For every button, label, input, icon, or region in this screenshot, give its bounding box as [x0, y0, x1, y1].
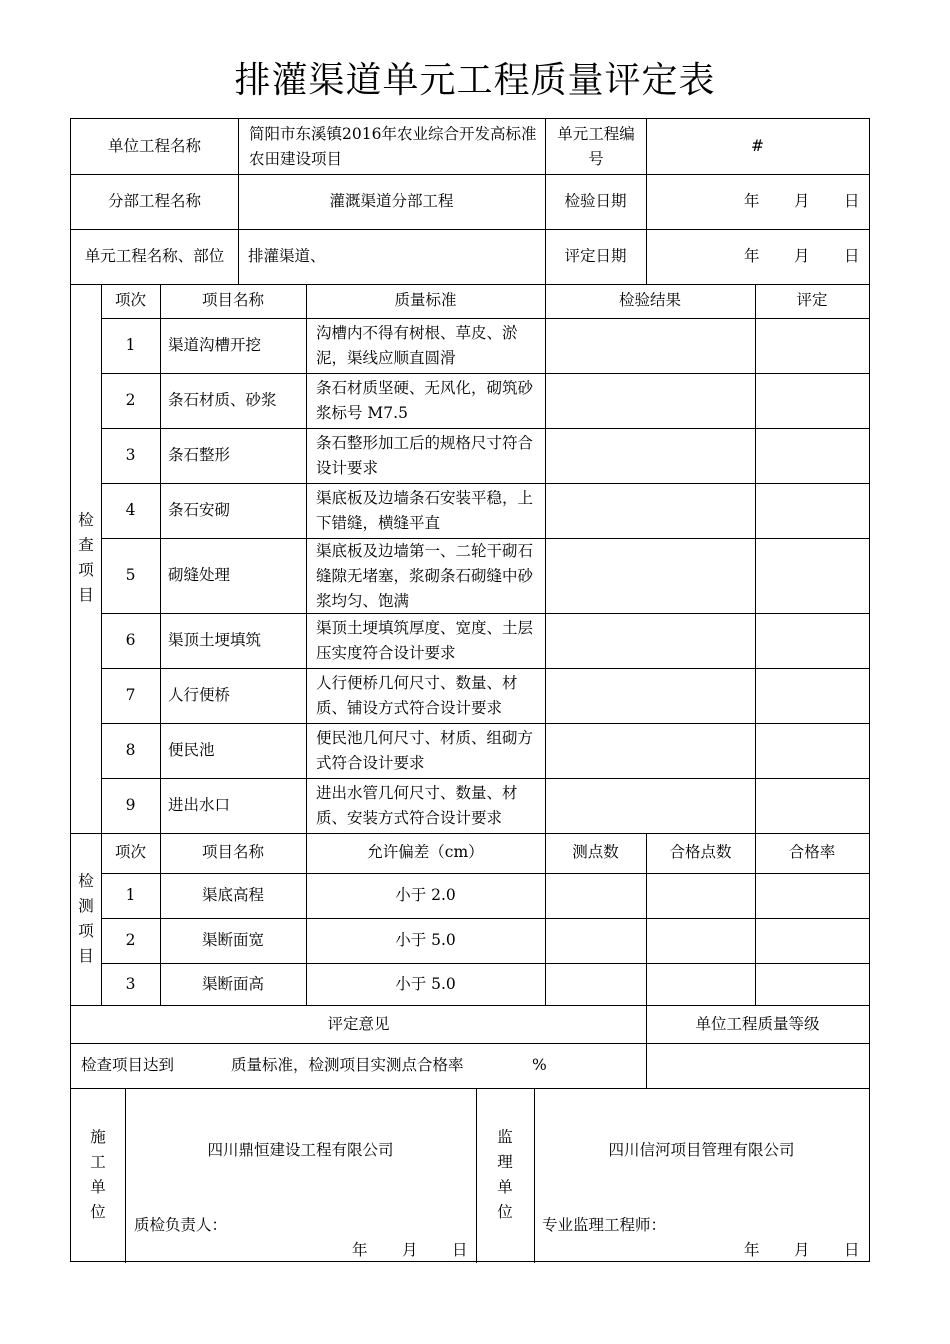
inspection-row-standard: 渠底板及边墙第一、二轮干砌石缝隙无堵塞，浆砌条石砌缝中砂浆均匀、饱满 — [316, 542, 534, 610]
row-divider — [101, 318, 869, 319]
row-divider — [101, 668, 869, 669]
inspection-row-standard: 条石材质坚硬、无风化，砌筑砂浆标号 M7.5 — [316, 379, 534, 422]
inspection-row-standard: 渠底板及边墙条石安装平稳，上下错缝，横缝平直 — [316, 489, 534, 532]
measurement-row-no: 2 — [125, 931, 136, 949]
col-header-no: 项次 — [114, 843, 146, 861]
grade-label: 单位工程质量等级 — [695, 1015, 820, 1033]
inspection-row-standard: 条石整形加工后的规格尺寸符合设计要求 — [316, 434, 534, 477]
date-month: 月 — [794, 247, 810, 265]
inspection-row-name: 条石材质、砂浆 — [168, 391, 277, 409]
unit-number-label: 单元工程编号 — [557, 125, 635, 168]
col-header-name: 项目名称 — [201, 291, 264, 309]
date-year: 年 — [744, 192, 760, 210]
inspection-row-no: 6 — [125, 631, 136, 649]
opinion-label: 评定意见 — [327, 1015, 390, 1033]
inspection-row-name: 渠顶土埂填筑 — [168, 631, 262, 649]
unit-name-label: 单元工程名称、部位 — [84, 247, 225, 265]
opinion-percent: % — [532, 1056, 547, 1074]
col-divider — [755, 284, 756, 833]
inspection-row-no: 5 — [125, 566, 136, 584]
row-divider — [71, 174, 869, 175]
row-divider — [101, 723, 869, 724]
measurement-row-name: 渠断面宽 — [201, 931, 264, 949]
measurement-section-label: 检测项目 — [78, 872, 94, 965]
measurement-row-no: 3 — [125, 975, 136, 993]
unit-number-value: # — [751, 137, 764, 155]
date-month: 月 — [794, 192, 810, 210]
col-header-assessment: 评定 — [796, 291, 828, 309]
inspection-row-name: 砌缝处理 — [168, 566, 231, 584]
inspection-row-standard: 沟槽内不得有树根、草皮、淤泥，渠线应顺直圆滑 — [316, 324, 518, 367]
construction-inspector: 质检负责人： — [134, 1216, 228, 1234]
inspection-row-standard: 渠顶土埂填筑厚度、宽度、土层压实度符合设计要求 — [316, 619, 534, 662]
col-header-standard: 质量标准 — [394, 291, 457, 309]
measurement-row-tolerance: 小于 5.0 — [395, 975, 456, 993]
form-table — [70, 118, 870, 1262]
inspection-row-no: 2 — [125, 391, 136, 409]
inspection-row-name: 进出水口 — [168, 796, 231, 814]
col-header-points: 测点数 — [572, 843, 619, 861]
col-divider — [125, 1088, 126, 1263]
row-divider — [101, 483, 869, 484]
col-divider — [545, 284, 546, 1005]
opinion-text-2: 质量标准，检测项目实测点合格率 — [231, 1056, 464, 1074]
division-label: 分部工程名称 — [107, 192, 201, 210]
measurement-row-tolerance: 小于 2.0 — [395, 886, 456, 904]
inspection-section-label: 检查项目 — [78, 511, 94, 604]
inspection-row-no: 7 — [125, 686, 136, 704]
inspection-row-no: 3 — [125, 446, 136, 464]
unit-name-value: 排灌渠道、 — [248, 247, 326, 265]
row-divider — [101, 918, 869, 919]
inspection-row-no: 1 — [125, 336, 136, 354]
supervision-company: 四川信河项目管理有限公司 — [608, 1141, 795, 1159]
measurement-row-no: 1 — [125, 886, 136, 904]
form-title: 排灌渠道单元工程质量评定表 — [234, 60, 716, 101]
col-header-passed: 合格点数 — [669, 843, 732, 861]
inspection-row-name: 人行便桥 — [168, 686, 231, 704]
inspection-row-name: 条石整形 — [168, 446, 231, 464]
inspect-date-label: 检验日期 — [564, 192, 627, 210]
inspection-row-no: 9 — [125, 796, 136, 814]
col-header-result: 检验结果 — [618, 291, 681, 309]
date-year: 年 — [744, 247, 760, 265]
col-header-tolerance: 允许偏差（cm） — [367, 843, 484, 861]
date-day: 日 — [844, 192, 860, 210]
col-divider — [534, 1088, 535, 1263]
row-divider — [71, 833, 869, 834]
col-header-no: 项次 — [114, 291, 146, 309]
date-year: 年 — [744, 1241, 760, 1259]
date-day: 日 — [844, 247, 860, 265]
unit-project-label: 单位工程名称 — [107, 137, 201, 155]
row-divider — [71, 284, 869, 285]
measurement-row-name: 渠底高程 — [201, 886, 264, 904]
col-divider — [476, 1088, 477, 1263]
supervision-engineer: 专业监理工程师： — [542, 1216, 667, 1234]
date-day: 日 — [452, 1241, 468, 1259]
row-divider — [101, 778, 869, 779]
supervision-unit-label: 监理单位 — [497, 1128, 513, 1221]
unit-project-value: 简阳市东溪镇2016年农业综合开发高标准农田建设项目 — [249, 125, 537, 168]
col-header-rate: 合格率 — [788, 843, 836, 861]
row-divider — [71, 1043, 869, 1044]
row-divider — [71, 229, 869, 230]
measurement-row-name: 渠断面高 — [201, 975, 264, 993]
col-header-name: 项目名称 — [201, 843, 264, 861]
row-divider — [101, 373, 869, 374]
row-divider — [71, 1005, 869, 1006]
inspection-row-name: 渠道沟槽开挖 — [168, 336, 262, 354]
date-month: 月 — [794, 1241, 810, 1259]
opinion-text-1: 检查项目达到 — [81, 1056, 175, 1074]
inspection-row-no: 8 — [125, 741, 136, 759]
construction-company: 四川鼎恒建设工程有限公司 — [207, 1141, 394, 1159]
row-divider — [101, 963, 869, 964]
row-divider — [101, 428, 869, 429]
date-year: 年 — [352, 1241, 368, 1259]
row-divider — [71, 1088, 869, 1089]
date-month: 月 — [402, 1241, 418, 1259]
assess-date-label: 评定日期 — [564, 247, 627, 265]
inspection-row-name: 条石安砌 — [168, 501, 231, 519]
date-day: 日 — [844, 1241, 860, 1259]
inspection-row-standard: 人行便桥几何尺寸、数量、材质、铺设方式符合设计要求 — [316, 674, 518, 717]
division-value: 灌溉渠道分部工程 — [329, 192, 454, 210]
construction-unit-label: 施工单位 — [90, 1128, 106, 1221]
inspection-row-name: 便民池 — [168, 741, 215, 759]
measurement-row-tolerance: 小于 5.0 — [395, 931, 456, 949]
inspection-row-standard: 进出水管几何尺寸、数量、材质、安装方式符合设计要求 — [316, 784, 518, 827]
inspection-row-standard: 便民池几何尺寸、材质、组砌方式符合设计要求 — [316, 729, 534, 772]
row-divider — [101, 873, 869, 874]
inspection-row-no: 4 — [125, 501, 136, 519]
